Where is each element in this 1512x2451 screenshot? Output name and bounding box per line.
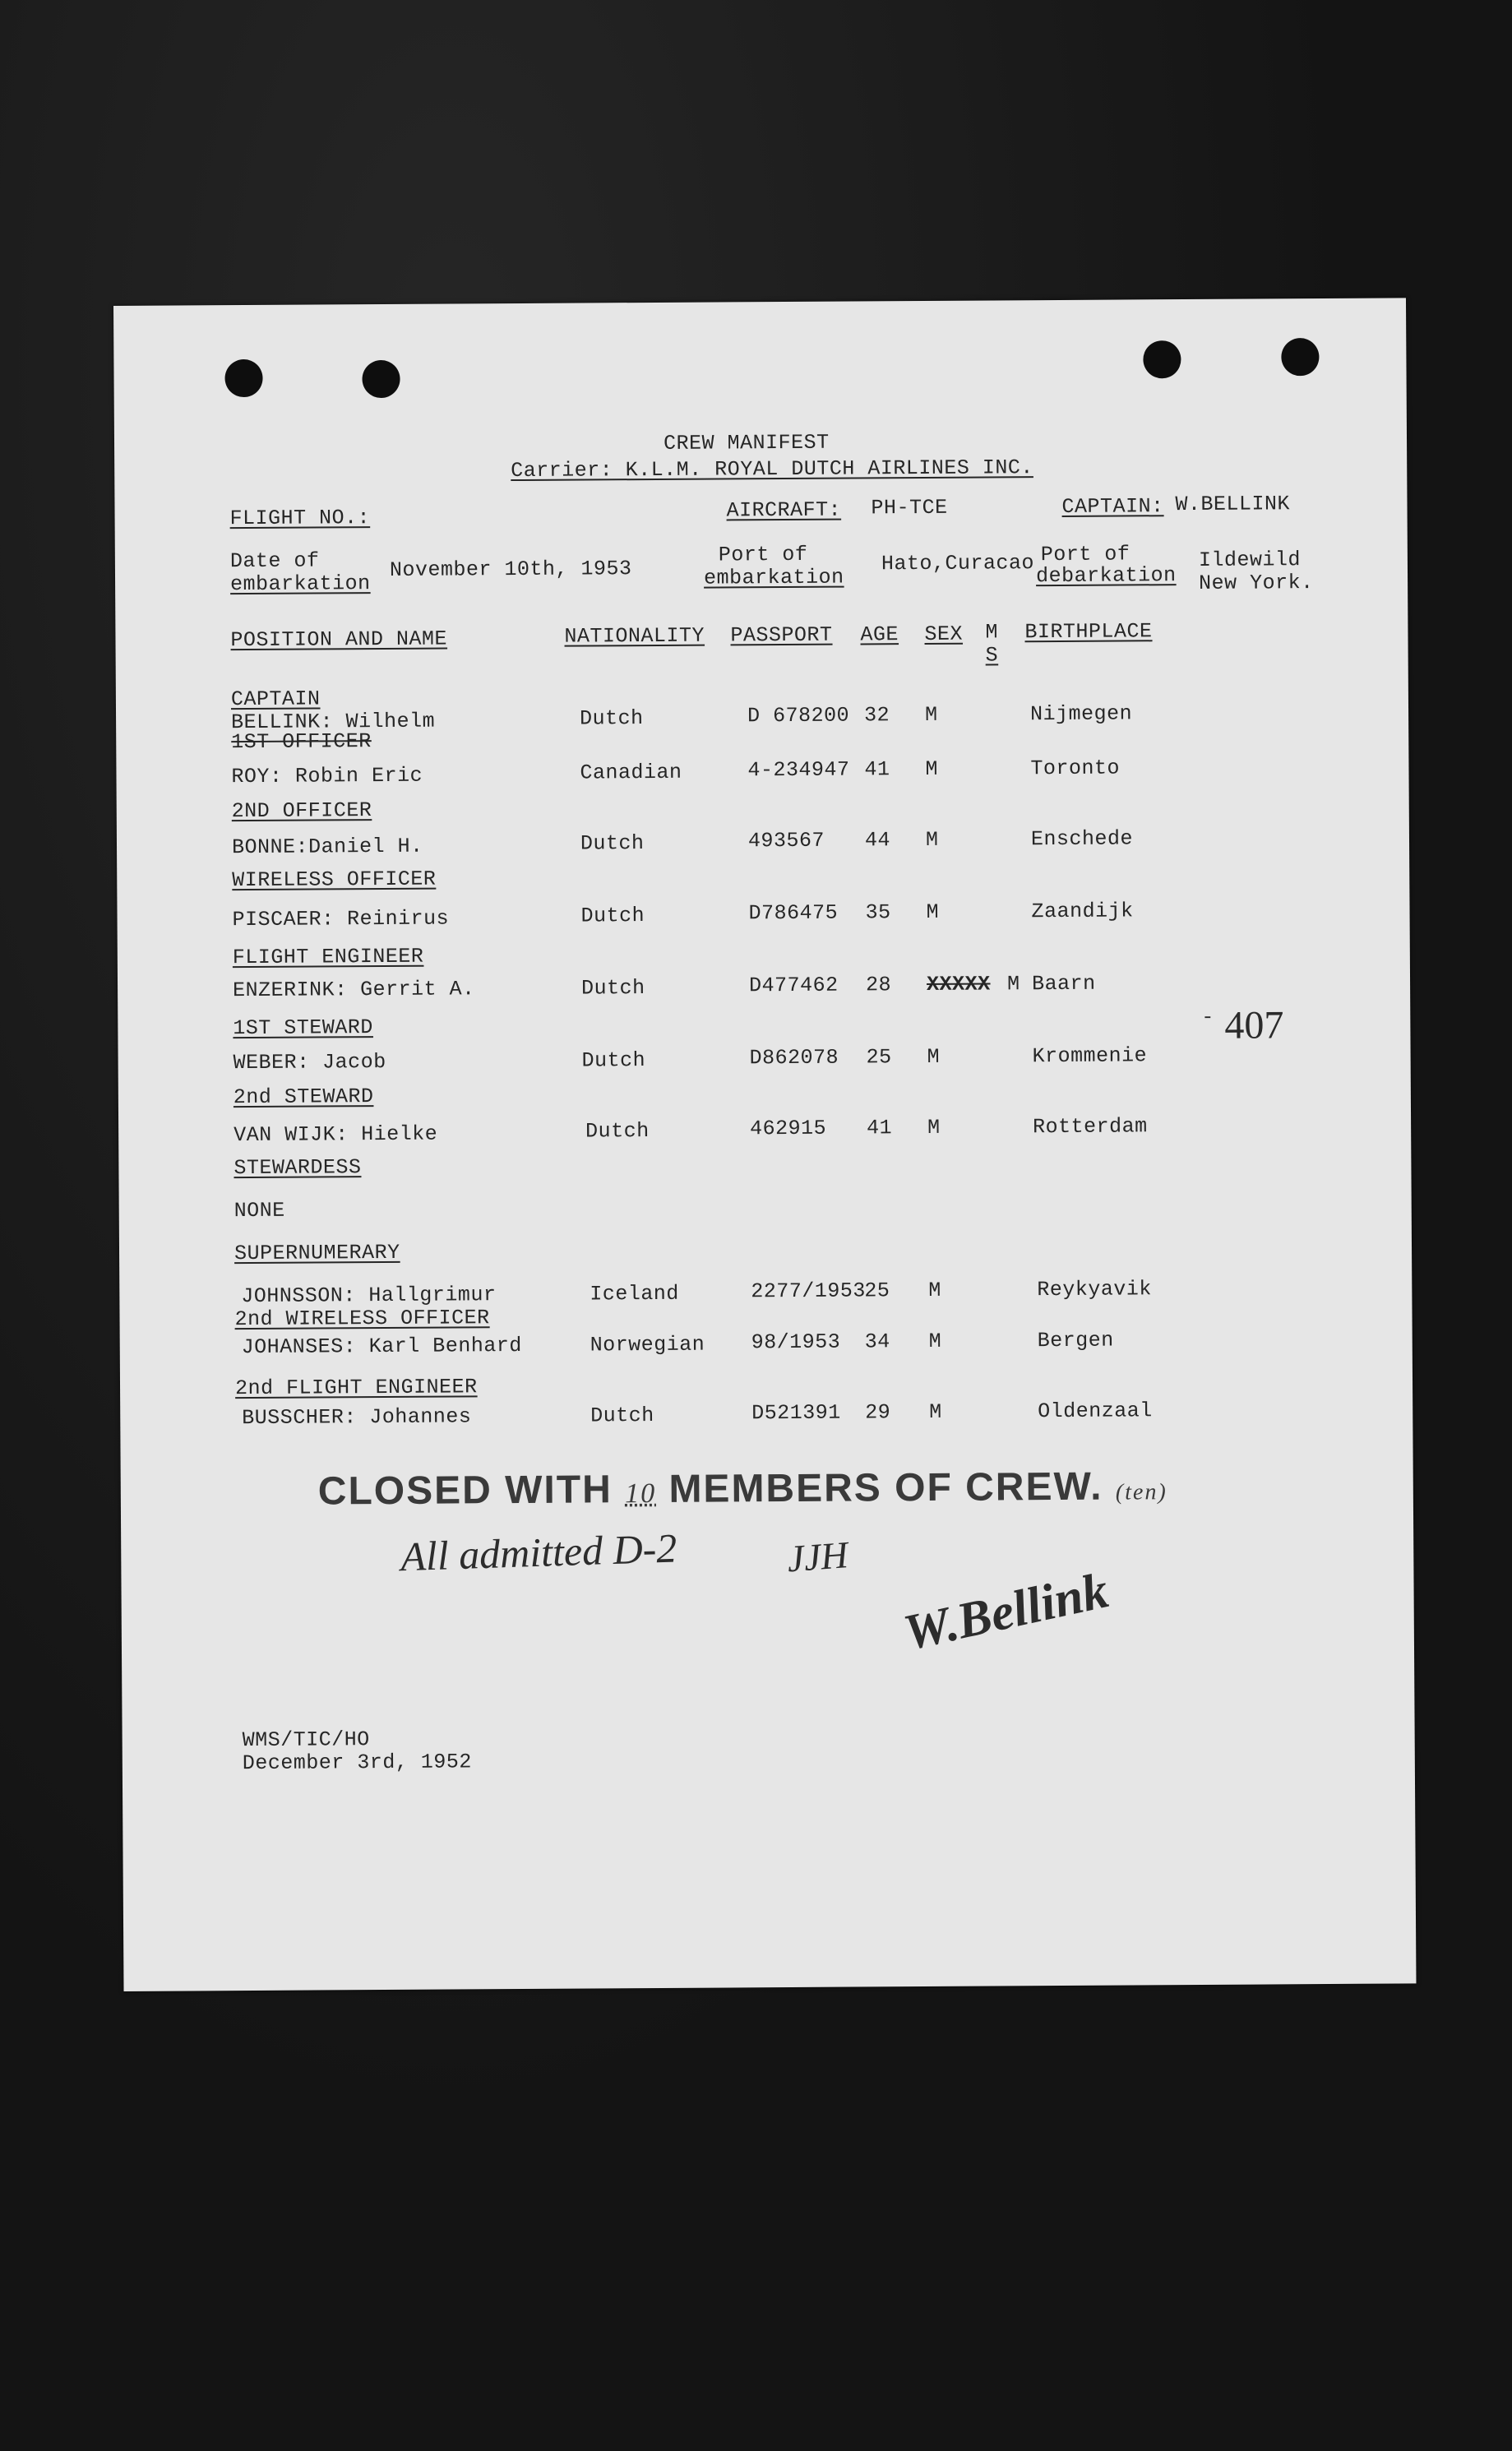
captain-label: CAPTAIN: <box>1061 494 1164 519</box>
col-age: AGE <box>860 622 899 647</box>
crew-sex: M <box>924 702 938 727</box>
supernumerary-label: SUPERNUMERARY <box>234 1240 400 1266</box>
crew-position: WIRELESS OFFICER <box>232 867 437 893</box>
margin-mark: - <box>1201 1005 1214 1029</box>
supernumerary-passport: 98/1953 <box>751 1330 841 1355</box>
supernumerary-sex: M <box>928 1278 941 1302</box>
supernumerary-sex: M <box>929 1399 942 1424</box>
col-sex: SEX <box>924 622 964 646</box>
crew-position: 2ND OFFICER <box>231 798 372 824</box>
crew-name: BONNE:Daniel H. <box>231 834 423 860</box>
stamp-crew-count: 10 <box>625 1478 657 1510</box>
captain-signature: W.Bellink <box>899 1562 1114 1662</box>
date-value: November 10th, 1953 <box>389 557 632 582</box>
crew-passport: 4-234947 <box>747 757 850 783</box>
port-debarkation-value-line2: New York. <box>1198 571 1314 595</box>
port-embarkation-label-line2: embarkation <box>703 565 844 590</box>
crew-birthplace: Enschede <box>1030 826 1134 852</box>
footer-date: December 3rd, 1952 <box>242 1750 472 1776</box>
crew-name: PISCAER: Reinirus <box>232 906 450 932</box>
crew-birthplace: Baarn <box>1031 971 1096 997</box>
date-label-line1: Date of <box>229 548 320 574</box>
supernumerary-name: JOHNSSON: Hallgrimur <box>241 1283 497 1309</box>
supernumerary-age: 25 <box>864 1279 890 1303</box>
crew-name: VAN WIJK: Hielke <box>234 1121 438 1148</box>
supernumerary-age: 29 <box>865 1400 891 1425</box>
crew-age: 41 <box>864 757 890 782</box>
crew-sex: M <box>927 1115 941 1140</box>
crew-nationality: Dutch <box>580 904 645 928</box>
punch-hole-right-2 <box>1281 338 1319 376</box>
crew-sex: M <box>1006 972 1020 997</box>
crew-age: 35 <box>865 900 891 925</box>
manifest-title: CREW MANIFEST <box>663 430 830 456</box>
port-debarkation-label-line1: Port of <box>1040 542 1131 567</box>
crew-position: 1ST OFFICER <box>231 729 372 755</box>
date-label-line2: embarkation <box>229 571 371 597</box>
crew-age: 44 <box>864 828 891 853</box>
crew-manifest-page <box>113 298 1416 1991</box>
crew-age: 25 <box>866 1045 892 1070</box>
crew-birthplace: Krommenie <box>1032 1043 1148 1069</box>
crew-sex: M <box>926 899 940 924</box>
crew-birthplace: Nijmegen <box>1029 701 1133 727</box>
punch-hole-left-2 <box>362 360 400 398</box>
supernumerary-nationality: Dutch <box>590 1404 654 1428</box>
crew-passport: 493567 <box>747 828 825 853</box>
supernumerary-sex: M <box>928 1329 942 1353</box>
supernumerary-birthplace: Oldenzaal <box>1038 1399 1153 1424</box>
crew-birthplace: Zaandijk <box>1031 899 1134 924</box>
supernumerary-nationality: Norwegian <box>590 1332 705 1357</box>
col-position-name: POSITION AND NAME <box>230 627 448 653</box>
col-marital-m: M <box>985 620 999 645</box>
crew-passport: D862078 <box>749 1045 839 1071</box>
crew-nationality: Dutch <box>581 1048 646 1073</box>
crew-name: WEBER: Jacob <box>233 1049 386 1075</box>
closed-with-stamp <box>318 1464 1168 1514</box>
col-marital-s: S <box>985 643 999 668</box>
col-nationality: NATIONALITY <box>564 623 705 649</box>
margin-page-number: 407 <box>1224 1003 1284 1047</box>
crew-birthplace: Toronto <box>1030 756 1121 781</box>
crew-nationality: Dutch <box>580 976 645 1001</box>
crew-sex: M <box>925 827 939 852</box>
stamp-handwritten-suffix: (ten) <box>1115 1479 1168 1505</box>
crew-nationality: Canadian <box>580 760 682 785</box>
stamp-prefix: CLOSED WITH <box>317 1468 613 1514</box>
crew-passport: D 678200 <box>747 703 850 728</box>
supernumerary-name: BUSSCHER: Johannes <box>242 1404 472 1431</box>
port-embarkation-value: Hato,Curacao <box>881 551 1035 576</box>
crew-sex-struck: XXXXX <box>926 972 991 997</box>
crew-nationality: Dutch <box>579 706 644 731</box>
crew-passport: D477462 <box>748 973 839 998</box>
supernumerary-passport: 2277/1953 <box>751 1279 866 1304</box>
port-debarkation-label-line2: debarkation <box>1035 563 1177 589</box>
crew-position: CAPTAIN <box>230 687 321 712</box>
supernumerary-passport: D521391 <box>751 1400 841 1426</box>
stamp-suffix: MEMBERS OF CREW. <box>668 1464 1103 1511</box>
crew-name: ROY: Robin Eric <box>231 763 423 789</box>
crew-position: 2nd STEWARD <box>233 1084 374 1110</box>
col-passport: PASSPORT <box>730 622 833 648</box>
supernumerary-age: 34 <box>864 1330 890 1354</box>
crew-birthplace: Rotterdam <box>1033 1114 1148 1140</box>
crew-name: ENZERINK: Gerrit A. <box>233 977 475 1003</box>
crew-position: FLIGHT ENGINEER <box>232 944 424 970</box>
crew-age: 41 <box>867 1116 893 1140</box>
crew-position: STEWARDESS <box>234 1155 362 1181</box>
port-debarkation-value-line1: Ildewild <box>1198 548 1302 572</box>
crew-name: NONE <box>234 1198 285 1223</box>
supernumerary-position: 2nd WIRELESS OFFICER <box>234 1306 490 1332</box>
crew-name: BELLINK: Wilhelm <box>231 709 436 735</box>
crew-sex: M <box>925 756 939 781</box>
crew-nationality: Dutch <box>580 831 645 856</box>
handwritten-admission-note: All admitted D-2 <box>400 1524 678 1580</box>
crew-sex: M <box>927 1044 941 1069</box>
supernumerary-birthplace: Reykyavik <box>1037 1277 1152 1302</box>
carrier-line: Carrier: K.L.M. ROYAL DUTCH AIRLINES INC. <box>511 456 1033 483</box>
crew-nationality: Dutch <box>585 1119 650 1144</box>
punch-hole-right-1 <box>1143 340 1181 378</box>
flight-no-label: FLIGHT NO.: <box>229 506 371 531</box>
supernumerary-nationality: Iceland <box>590 1281 679 1306</box>
col-birthplace: BIRTHPLACE <box>1024 619 1153 645</box>
captain-value: W.BELLINK <box>1175 492 1291 517</box>
aircraft-label: AIRCRAFT: <box>726 497 842 523</box>
crew-position: 1ST STEWARD <box>233 1015 373 1041</box>
crew-age: 28 <box>865 973 892 997</box>
supernumerary-position: 2nd FLIGHT ENGINEER <box>234 1375 478 1401</box>
aircraft-value: PH-TCE <box>871 495 948 520</box>
supernumerary-name: JOHANSES: Karl Benhard <box>241 1333 522 1360</box>
handwritten-initials: JJH <box>785 1533 850 1580</box>
crew-passport: 462915 <box>750 1116 827 1141</box>
footer-reference: WMS/TIC/HO <box>242 1727 370 1753</box>
crew-passport: D786475 <box>748 900 839 926</box>
punch-hole-left-1 <box>224 359 262 397</box>
crew-age: 32 <box>863 703 890 728</box>
port-embarkation-label-line1: Port of <box>718 542 808 567</box>
supernumerary-birthplace: Bergen <box>1037 1328 1114 1353</box>
